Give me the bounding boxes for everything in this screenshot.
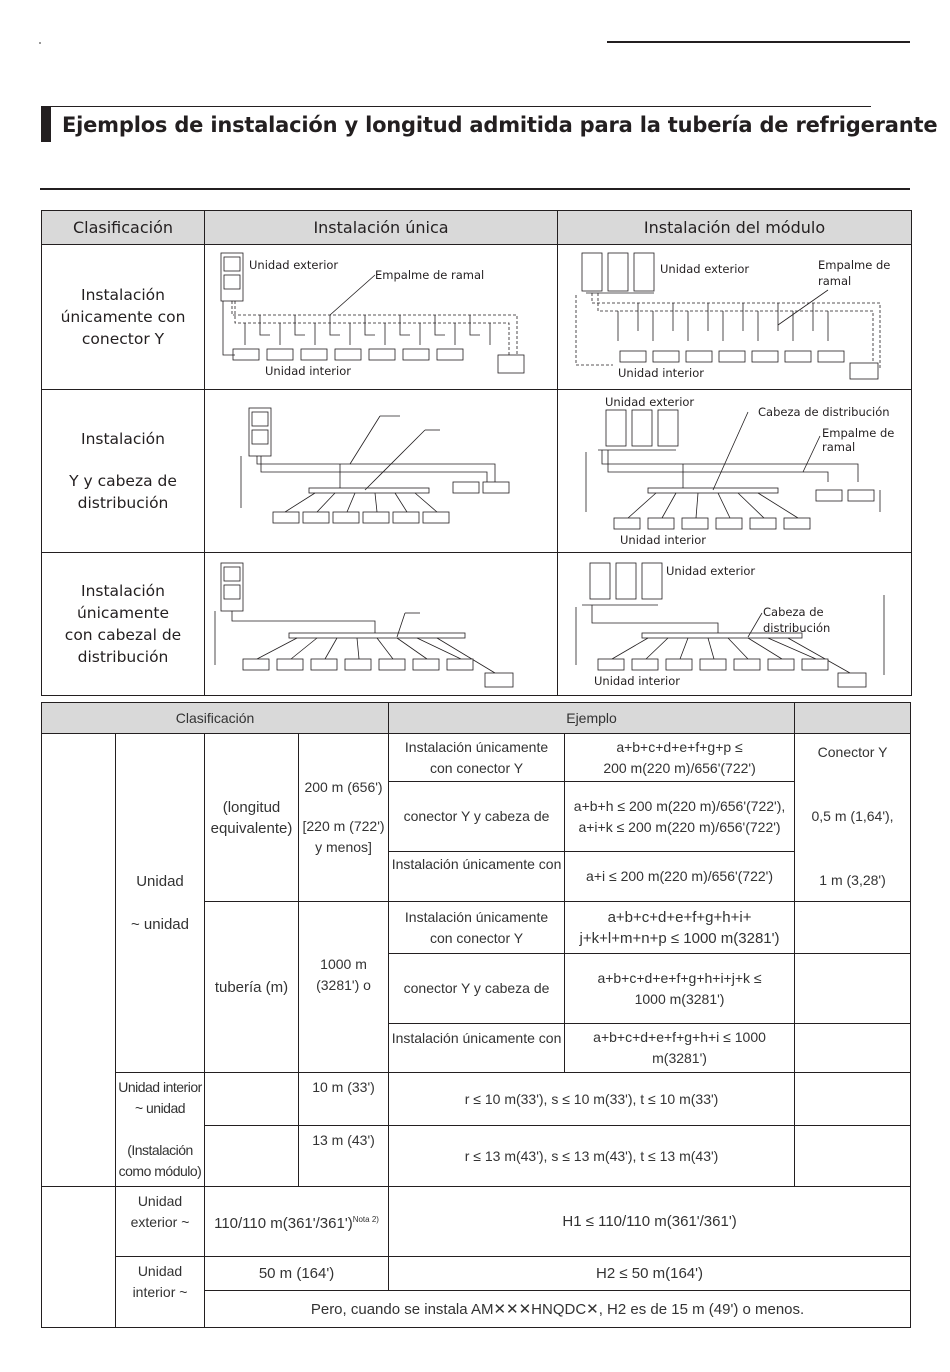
note-blank: [795, 954, 911, 1024]
label-empalme-de: Empalme de: [818, 258, 891, 272]
diagram-single-head-svg: [205, 553, 558, 691]
header-clasificacion: Clasificación: [42, 703, 389, 734]
text-line: [220 m (722'): [302, 818, 385, 834]
example-50: H2 ≤ 50 m(164'): [389, 1257, 911, 1291]
label-line: Instalación: [81, 430, 165, 448]
text-line: a+b+c+d+e+f+g+h+i+: [607, 908, 752, 926]
outdoor-unit-icon: [582, 253, 602, 291]
type-cell: [389, 954, 565, 1024]
header-clasificacion: Clasificación: [42, 211, 205, 245]
type-cell: [389, 1024, 565, 1073]
label-unidad-interior: Unidad interior: [265, 364, 351, 378]
example-13: r ≤ 13 m(43'), s ≤ 13 m(43'), t ≤ 13 m(43'): [389, 1126, 795, 1187]
text-line: con conector Y: [429, 759, 524, 776]
example-cell: [565, 734, 795, 782]
diagram-module-y-head: [558, 390, 912, 553]
text-line: j+k+l+m+n+p ≤ 1000 m(3281'): [579, 929, 780, 947]
spacer: [795, 763, 910, 806]
note-col: [795, 734, 911, 902]
type-cell: [389, 852, 565, 902]
label-line: Instalación: [81, 582, 165, 600]
text-line: equivalente): [210, 819, 293, 837]
text-line: 200 m (656'): [304, 779, 383, 795]
note-blank: [795, 1024, 911, 1073]
label-ramal: ramal: [818, 274, 852, 288]
text-line: a+b+h ≤ 200 m(220 m)/656'(722'),: [573, 797, 786, 814]
label-unidad-exterior: Unidad exterior: [660, 262, 750, 276]
label-cabeza-de: Cabeza de: [763, 605, 824, 619]
row-label-conector-y: [42, 245, 205, 390]
blank-cell: [205, 1126, 299, 1187]
len-13: 13 m (43'): [299, 1126, 389, 1187]
text-line: Instalación únicamente con: [391, 1030, 562, 1046]
diagram-module-head: [558, 553, 912, 696]
outdoor-unit-icon: [590, 563, 610, 599]
label-unidad-interior: Unidad interior: [594, 674, 680, 688]
text-line: y menos]: [315, 839, 372, 855]
group-cell-2: [42, 1187, 116, 1328]
label-distribucion: distribución: [763, 621, 831, 635]
row-label-y-cabeza: [42, 390, 205, 553]
diagram-module-y: [558, 245, 912, 390]
note-blank: [795, 902, 911, 954]
indoor-unit-icon: [620, 351, 646, 362]
tuberia-label: [205, 902, 299, 1073]
pero-note: Pero, cuando se instala AM✕✕✕HNQDC✕, H2 es de 15 m (49') o menos.: [205, 1291, 911, 1328]
len-1000: [299, 902, 389, 1073]
label-line: únicamente: [76, 604, 170, 622]
row-label-cabezal: [42, 553, 205, 696]
example-10: r ≤ 10 m(33'), s ≤ 10 m(33'), t ≤ 10 m(33'): [389, 1073, 795, 1126]
label-unidad-interior: Unidad interior: [620, 533, 706, 547]
note-blank: [795, 1126, 911, 1187]
diagram-single-y-head-svg: [205, 390, 558, 548]
diagram-single-head: [205, 553, 558, 696]
label-line: conector Y: [81, 330, 165, 348]
int-label: [116, 1257, 205, 1328]
text-line: Instalación únicamente: [404, 908, 549, 925]
nota-2: Nota 2): [352, 1215, 379, 1224]
len-200: [299, 734, 389, 902]
text-line: (Instalación: [127, 1142, 193, 1158]
text-line: Conector Y: [817, 744, 888, 760]
indoor-unit-icon: [273, 512, 299, 523]
label-unidad-exterior: Unidad exterior: [666, 564, 756, 578]
label-unidad-interior: Unidad interior: [618, 366, 704, 380]
label-empalme-de: Empalme de: [822, 426, 895, 440]
len-50: 50 m (164'): [205, 1257, 389, 1291]
diagram-single-y: [205, 245, 558, 390]
label-line: con cabezal de: [64, 626, 182, 644]
text-line: con conector Y: [429, 929, 524, 946]
len-110-text: 110/110 m(361'/361'): [214, 1215, 353, 1232]
text-line: a+i+k ≤ 200 m(220 m)/656'(722'): [578, 818, 781, 835]
label-line: distribución: [77, 648, 169, 666]
unidad-label: [116, 734, 205, 1073]
text-line: (3281') o: [316, 977, 371, 993]
text-line: tubería (m): [214, 978, 289, 996]
section-separator: [40, 188, 910, 190]
spacer: [795, 827, 910, 870]
interior-label: [116, 1073, 205, 1187]
label-unidad-exterior: Unidad exterior: [249, 258, 339, 272]
label-empalme-ramal: Empalme de ramal: [375, 268, 485, 282]
text-line: 0,5 m (1,64'),: [811, 808, 894, 824]
label-spacer: [42, 450, 204, 470]
spacer: [116, 1119, 204, 1140]
indoor-unit-icon: [233, 349, 259, 360]
text-line: (longitud: [222, 798, 281, 816]
diagram-module-y-svg: [558, 245, 912, 385]
outdoor-unit-icon: [606, 410, 626, 446]
label-unidad-exterior: Unidad exterior: [605, 395, 695, 409]
text-line: como módulo): [118, 1163, 202, 1179]
header-rule: [607, 41, 910, 43]
indoor-unit-icon: [598, 659, 624, 670]
corner-mark: [39, 42, 41, 44]
text-line: a+b+c+d+e+f+g+p ≤: [616, 738, 743, 755]
group-cell: [42, 734, 116, 1187]
label-ramal: ramal: [822, 440, 856, 454]
text-line: conector Y y cabeza de: [403, 980, 550, 996]
header-ejemplo: Ejemplo: [389, 703, 795, 734]
label-line: Instalación: [81, 286, 165, 304]
example-cell: [565, 954, 795, 1024]
text-line: Instalación únicamente: [404, 738, 549, 755]
text-line: Instalación únicamente con: [391, 856, 562, 872]
text-line: ~ unidad: [134, 1100, 186, 1116]
note-blank: [795, 1073, 911, 1126]
label-cabeza-distribucion: Cabeza de distribución: [758, 405, 890, 419]
example-cell: [565, 902, 795, 954]
len-10: 10 m (33'): [299, 1073, 389, 1126]
diagram-single-y-head: [205, 390, 558, 553]
example-cell: [565, 1024, 795, 1073]
title-rule: [51, 106, 871, 107]
label-line: Y y cabeza de: [69, 472, 177, 490]
type-cell: [389, 782, 565, 852]
text-line: conector Y y cabeza de: [403, 808, 550, 824]
text-line: 200 m(220 m)/656'(722'): [603, 759, 756, 776]
indoor-unit-icon: [243, 659, 269, 670]
diagram-module-y-head-svg: [558, 390, 912, 548]
diagram-module-head-svg: [558, 553, 912, 691]
longitud-equivalente: [205, 734, 299, 902]
example-cell: [565, 782, 795, 852]
pipe-length-table: [41, 702, 911, 1328]
header-instalacion-unica: Instalación única: [205, 211, 558, 245]
title-marker: [41, 106, 51, 142]
text-line: 1000 m: [320, 956, 367, 972]
text-line: Unidad: [137, 1193, 183, 1209]
text-line: interior ~: [132, 1284, 188, 1300]
type-cell: [389, 734, 565, 782]
text-line: m(3281'): [652, 1050, 707, 1066]
text-line: exterior ~: [130, 1214, 190, 1230]
installation-examples-table: [41, 210, 912, 696]
header-instalacion-modulo: Instalación del módulo: [558, 211, 912, 245]
text-line: Unidad: [136, 873, 184, 890]
text-line: a+b+c+d+e+f+g+h+i+j+k ≤: [597, 969, 762, 986]
text-line: a+b+c+d+e+f+g+h+i ≤ 1000: [593, 1029, 766, 1045]
page-title: Ejemplos de instalación y longitud admitida para la tubería de refrigerante: [62, 113, 938, 137]
blank-cell: [205, 1073, 299, 1126]
label-line: únicamente con: [60, 308, 186, 326]
indoor-unit-icon: [614, 518, 640, 529]
example-110: H1 ≤ 110/110 m(361'/361'): [389, 1187, 911, 1257]
text-line: 1 m (3,28'): [819, 872, 886, 888]
spacer: [116, 892, 204, 914]
header-blank: [795, 703, 911, 734]
example-cell: [565, 852, 795, 902]
ext-label: [116, 1187, 205, 1257]
text-line: a+i ≤ 200 m(220 m)/656'(722'): [586, 868, 774, 884]
len-110: [205, 1187, 389, 1257]
text-line: 1000 m(3281'): [634, 990, 725, 1007]
text-line: Unidad interior: [118, 1079, 202, 1095]
text-line: ~ unidad: [131, 916, 189, 933]
text-line: Unidad: [137, 1263, 183, 1279]
label-line: distribución: [77, 494, 169, 512]
spacer: [299, 798, 388, 816]
diagram-single-y-svg: [205, 245, 558, 385]
type-cell: [389, 902, 565, 954]
